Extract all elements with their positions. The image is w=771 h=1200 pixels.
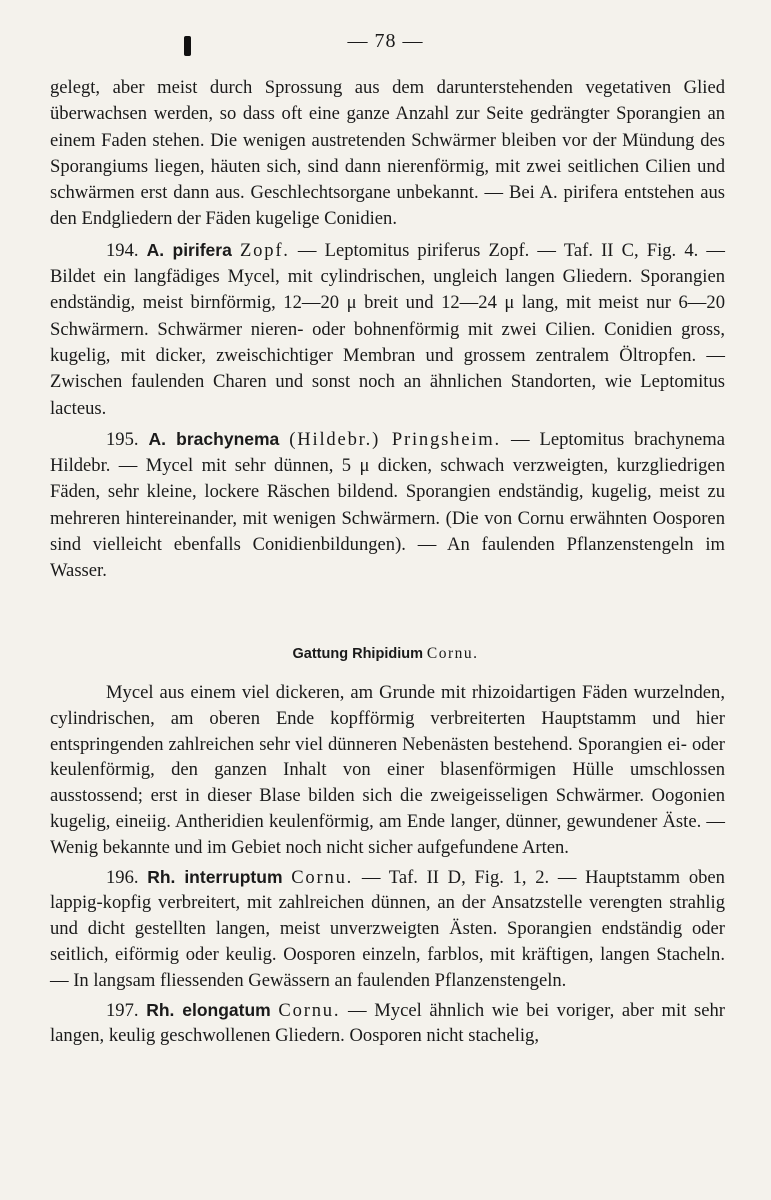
entry-number: 196. [106, 866, 139, 888]
species-name: Rh. elongatum [146, 999, 271, 1020]
entry-text: — Leptomitus brachynema Hildebr. — Mycel mit sehr dünnen, 5 μ dicken, schwach verzweigten, kurzgliedrigen Fäden, sehr kleine, lockere Räschen bildend. Sporangien endständig, kugelig, meist zu mehreren hintereinander, mit wenigen Schwärmern. (Die von Cornu erwähnten Oosporen sind vielleicht ebenfalls Conidienbildungen). — An faulenden Pflanzenstengeln im Wasser. [50, 428, 726, 582]
text-block-upper [50, 75, 725, 585]
species-author: Cornu. [278, 999, 341, 1021]
entry-number: 195. [106, 428, 139, 450]
species-author: Cornu. [291, 866, 354, 888]
paragraph-continuation: gelegt, aber meist durch Sprossung aus dem darunterstehenden vegetativen Glied überwachsen werden, so dass oft eine ganze Anzahl zur Seite gedrängter Sporangien an einem Faden stehen. Die wenigen austretenden Schwärmer bleiben vor der Mündung des Sporangiums liegen, häuten sich, sind dann nierenförmig, mit zwei seitlichen Cilien und schwärmen erst dann aus. Geschlechtsorgane unbekannt. — Bei A. pirifera entstehen aus den Endgliedern der Fäden kugelige Conidien. [50, 77, 725, 230]
entry-text: — Taf. II D, Fig. 1, 2. — Hauptstamm oben lappig-kopfig verbreitert, mit zahlreichen dünnen, an der Ansatzstelle verengten strahlig und dicht gestellten langen, meist unverzweigten Ästen. Sporangien endständig oder seitlich, eiförmig oder keulig. Oosporen einzeln, farblos, mit kräftigen, langen Stacheln. — In langsam fliessenden Gewässern an faulenden Pflanzenstengeln. [50, 866, 725, 991]
entry-197 [50, 998, 725, 1050]
species-name: Rh. interruptum [147, 866, 283, 887]
species-name: A. brachynema [148, 428, 280, 449]
entry-text: — Mycel ähnlich wie bei voriger, aber mit sehr langen, keulig geschwollenen Gliedern. Oosporen nicht stachelig, [50, 999, 725, 1047]
entry-number: 197. [106, 999, 139, 1021]
genus-heading [0, 645, 771, 663]
genus-description: Mycel aus einem viel dickeren, am Grunde mit rhizoidartigen Fäden wurzelnden, cylindrischen, am oberen Ende kopfförmig verbreiterten Hauptstamm und hier entspringenden zahlreichen sehr viel dünneren Nebenästen bestehend. Sporangien ei- oder keulenförmig, den ganzen Inhalt von einer blasenförmigen Hülle umschlossen ausstossend; erst in dieser Blase bilden sich die zweigeisseligen Schwärmer. Oogonien kugelig, eineiig. Antheridien keulenförmig, am Ende langer, dünner, gewundener Äste. — Wenig bekannte und im Gebiet noch nicht sicher aufgefundene Arten. [50, 682, 725, 858]
entry-number: 194. [106, 239, 139, 261]
entry-194 [50, 237, 725, 422]
species-author: Zopf. [239, 239, 290, 261]
species-author: (Hildebr.) Pringsheim. [289, 428, 501, 450]
entry-196 [50, 865, 725, 994]
entry-195 [50, 426, 725, 585]
genus-label: Gattung Rhipidium [292, 646, 423, 662]
page-number: — 78 — [347, 30, 424, 52]
genus-author: Cornu. [426, 645, 479, 662]
species-name: A. pirifera [146, 239, 232, 260]
text-block-lower [50, 680, 725, 1049]
entry-text: — Leptomitus piriferus Zopf. — Taf. II C, Fig. 4. — Bildet ein langfädiges Mycel, mit cylindrischen, ungleich langen Gliedern. Sporangien endständig, meist birnförmig, 12—20 μ breit und 12—24 μ lang, mit meist nur 6—20 Schwärmern. Schwärmer nieren- oder bohnenförmig mit zwei Cilien. Conidien gross, kugelig, mit dicker, zweischichtiger Membran und grossem zentralem Öltropfen. — Zwischen faulenden Charen und sonst noch an ähnlichen Standorten, wie Leptomitus lacteus. [50, 239, 725, 419]
